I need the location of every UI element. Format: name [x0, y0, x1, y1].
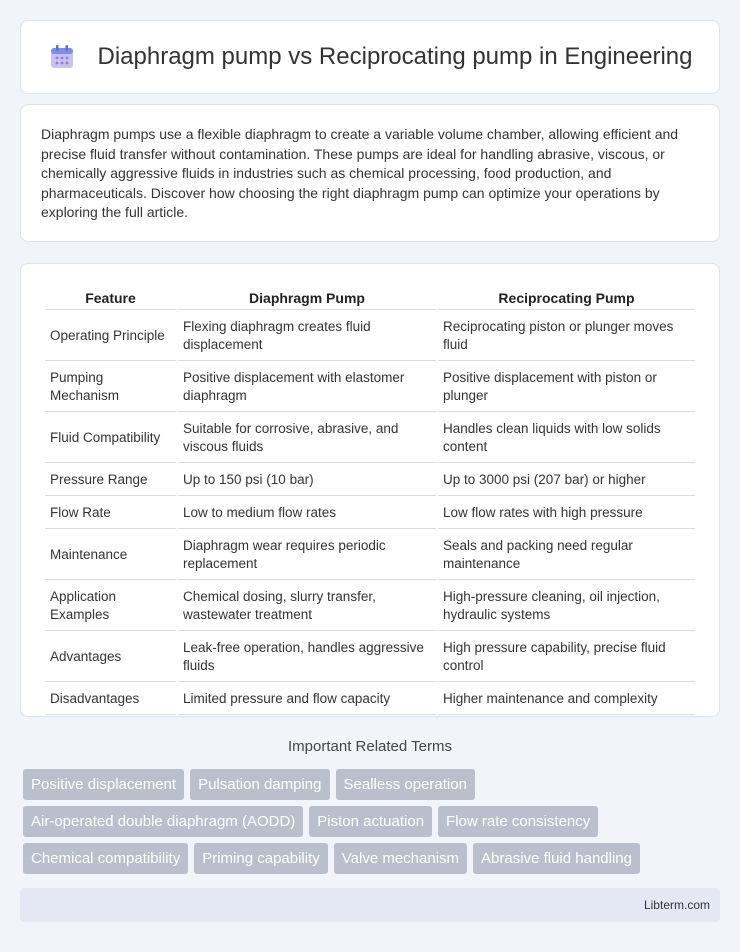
comparison-table-card	[20, 263, 720, 717]
reciprocating-cell: Up to 3000 psi (207 bar) or higher	[438, 465, 695, 496]
feature-cell: Pressure Range	[45, 465, 176, 496]
tag-flow-rate-consistency[interactable]: Flow rate consistency	[438, 806, 598, 837]
related-terms-title: Important Related Terms	[288, 738, 452, 755]
feature-cell: Fluid Compatibility	[45, 414, 176, 463]
header-card	[20, 20, 720, 94]
reciprocating-cell: High pressure capability, precise fluid control	[438, 633, 695, 682]
tag-valve-mechanism[interactable]: Valve mechanism	[334, 843, 467, 874]
tag-row	[23, 806, 723, 837]
tag-positive-displacement[interactable]: Positive displacement	[23, 769, 184, 800]
diaphragm-cell: Low to medium flow rates	[178, 498, 436, 529]
reciprocating-cell: Handles clean liquids with low solids content	[438, 414, 695, 463]
tag-aodd[interactable]: Air-operated double diaphragm (AODD)	[23, 806, 303, 837]
tag-sealless-operation[interactable]: Sealless operation	[336, 769, 475, 800]
intro-text: Diaphragm pumps use a flexible diaphragm to create a variable volume chamber, allowing efficient and precise fluid transfer without contamination. These pumps are ideal for handling abrasive, viscous, or chemically aggressive fluids in industries such as chemical processing, food production, and pharmaceuticals. Discover how choosing the right diaphragm pump can optimize your operations by exploring the full article.	[41, 126, 679, 220]
table-row	[45, 312, 695, 361]
diaphragm-cell: Limited pressure and flow capacity	[178, 684, 436, 715]
feature-cell: Advantages	[45, 633, 176, 682]
feature-cell: Maintenance	[45, 531, 176, 580]
comparison-table	[43, 284, 697, 717]
table-row	[45, 498, 695, 529]
feature-cell: Flow Rate	[45, 498, 176, 529]
reciprocating-cell: High-pressure cleaning, oil injection, hydraulic systems	[438, 582, 695, 631]
reciprocating-cell: Positive displacement with piston or plunger	[438, 363, 695, 412]
header-feature: Feature	[45, 286, 176, 310]
feature-cell: Application Examples	[45, 582, 176, 631]
intro-card	[20, 104, 720, 242]
reciprocating-cell: Reciprocating piston or plunger moves fluid	[438, 312, 695, 361]
page-title: Diaphragm pump vs Reciprocating pump in Engineering	[97, 43, 693, 70]
feature-cell: Operating Principle	[45, 312, 176, 361]
feature-cell: Pumping Mechanism	[45, 363, 176, 412]
tag-pulsation-damping[interactable]: Pulsation damping	[190, 769, 329, 800]
table-row	[45, 465, 695, 496]
header-diaphragm: Diaphragm Pump	[178, 286, 436, 310]
header-reciprocating: Reciprocating Pump	[438, 286, 695, 310]
table-row	[45, 531, 695, 580]
tag-piston-actuation[interactable]: Piston actuation	[309, 806, 432, 837]
diaphragm-cell: Up to 150 psi (10 bar)	[178, 465, 436, 496]
table-row	[45, 414, 695, 463]
table-row	[45, 633, 695, 682]
diaphragm-cell: Leak-free operation, handles aggressive fluids	[178, 633, 436, 682]
footer-site-link[interactable]: Libterm.com	[643, 898, 710, 912]
feature-cell: Disadvantages	[45, 684, 176, 715]
diaphragm-cell: Positive displacement with elastomer diaphragm	[178, 363, 436, 412]
tag-priming-capability[interactable]: Priming capability	[194, 843, 328, 874]
table-row	[45, 582, 695, 631]
tag-row	[23, 843, 723, 874]
reciprocating-cell: Seals and packing need regular maintenance	[438, 531, 695, 580]
footer	[20, 888, 720, 922]
calendar-icon	[48, 43, 76, 71]
related-terms	[23, 769, 723, 880]
diaphragm-cell: Flexing diaphragm creates fluid displacement	[178, 312, 436, 361]
tag-abrasive-fluid-handling[interactable]: Abrasive fluid handling	[473, 843, 640, 874]
reciprocating-cell: Low flow rates with high pressure	[438, 498, 695, 529]
diaphragm-cell: Suitable for corrosive, abrasive, and viscous fluids	[178, 414, 436, 463]
reciprocating-cell: Higher maintenance and complexity	[438, 684, 695, 715]
table-row	[45, 363, 695, 412]
diaphragm-cell: Diaphragm wear requires periodic replacement	[178, 531, 436, 580]
table-row	[45, 684, 695, 715]
tag-chemical-compatibility[interactable]: Chemical compatibility	[23, 843, 188, 874]
diaphragm-cell: Chemical dosing, slurry transfer, wastewater treatment	[178, 582, 436, 631]
table-header-row	[45, 286, 695, 310]
tag-row	[23, 769, 723, 800]
